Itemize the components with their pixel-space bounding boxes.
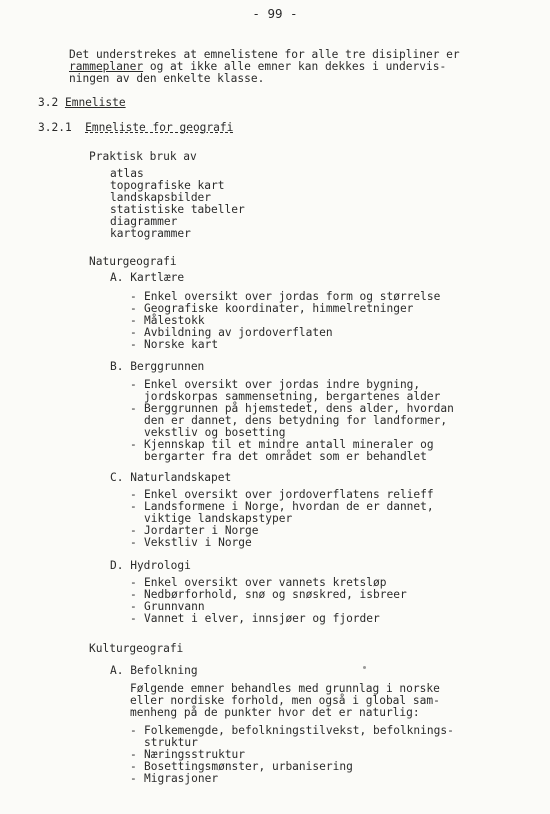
intro-line-text: og at ikke alle emner kan dekkes i undervis- bbox=[143, 60, 447, 73]
intro-line: ningen av den enkelte klasse. bbox=[69, 72, 265, 85]
subsection-title: B. Berggrunnen bbox=[110, 360, 205, 373]
befolkning-intro bbox=[130, 683, 440, 719]
list-item-text: Bosettingsmønster, urbanisering bbox=[144, 760, 353, 773]
bullet-dash: - bbox=[130, 600, 137, 613]
bullet-dash: - bbox=[130, 326, 137, 339]
list-item-text: Enkel oversikt over jordas indre bygning, bbox=[144, 378, 421, 391]
list-item-text: Folkemengde, befolkningstilvekst, befolknings- bbox=[144, 724, 454, 737]
praktisk-heading: Praktisk bruk av bbox=[89, 150, 197, 163]
list-item-line bbox=[130, 451, 454, 463]
naturlandskapet-list bbox=[130, 489, 434, 549]
list-item-text: Grunnvann bbox=[144, 600, 205, 613]
befolkning-list bbox=[130, 725, 454, 785]
list-item-line bbox=[130, 773, 454, 785]
list-item: kartogrammer bbox=[110, 227, 191, 240]
intro-line: Følgende emner behandles med grunnlag i norske bbox=[130, 682, 440, 695]
subsection-title: D. Hydrologi bbox=[110, 559, 191, 572]
list-item-text: Nedbørforhold, snø og snøskred, isbreer bbox=[144, 588, 407, 601]
bullet-dash: - bbox=[130, 290, 137, 303]
list-item-text: Vannet i elver, innsjøer og fjorder bbox=[144, 612, 380, 625]
list-item-text: bergarter fra det området som er behandlet bbox=[144, 450, 427, 463]
list-item: landskapsbilder bbox=[110, 191, 212, 204]
bullet-dash: - bbox=[130, 402, 137, 415]
bullet-dash: - bbox=[130, 724, 137, 737]
list-item-text: Enkel oversikt over jordas form og størrelse bbox=[144, 290, 441, 303]
kartlaere-list bbox=[130, 291, 440, 351]
bullet-dash: - bbox=[130, 500, 137, 513]
bullet-dash: - bbox=[130, 772, 137, 785]
section-number: 3.2.1 bbox=[38, 121, 72, 134]
bullet-dash: - bbox=[130, 378, 137, 391]
section-title: Emneliste for geografi bbox=[85, 121, 234, 134]
subsection-title: A. Kartlære bbox=[110, 271, 185, 284]
list-item-text: Vekstliv i Norge bbox=[144, 536, 252, 549]
list-item-text: Enkel oversikt over vannets kretsløp bbox=[144, 576, 387, 589]
bullet-dash: - bbox=[130, 760, 137, 773]
intro-line: eller nordiske forhold, men også i global sam- bbox=[130, 694, 440, 707]
list-item-text: Jordarter i Norge bbox=[144, 524, 259, 537]
list-item-line bbox=[130, 613, 407, 625]
bullet-dash bbox=[130, 415, 144, 427]
bullet-dash: - bbox=[130, 588, 137, 601]
naturgeografi-heading: Naturgeografi bbox=[89, 255, 177, 268]
hydrologi-list bbox=[130, 577, 407, 625]
list-item: topografiske kart bbox=[110, 179, 225, 192]
underlined-term: rammeplaner bbox=[69, 60, 144, 73]
intro-line: Det understrekes at emnelistene for alle tre disipliner er bbox=[69, 48, 460, 61]
bullet-dash: - bbox=[130, 438, 137, 451]
bullet-dash: - bbox=[130, 524, 137, 537]
list-item-text: Norske kart bbox=[144, 338, 219, 351]
section-heading-3-2 bbox=[38, 97, 126, 109]
bullet-dash: - bbox=[130, 338, 137, 351]
bullet-dash: - bbox=[130, 488, 137, 501]
intro-paragraph bbox=[69, 49, 529, 85]
list-item-text: jordskorpas sammensetning, bergartenes alder bbox=[144, 390, 441, 403]
list-item-text: Avbildning av jordoverflaten bbox=[144, 326, 333, 339]
list-item-text: Kjennskap til et mindre antall mineraler og bbox=[144, 438, 434, 451]
list-item-text: Enkel oversikt over jordoverflatens relieff bbox=[144, 488, 434, 501]
list-item: statistiske tabeller bbox=[110, 203, 245, 216]
page-number: - 99 - bbox=[252, 6, 298, 21]
list-item-line bbox=[130, 537, 434, 549]
ink-speck bbox=[363, 666, 366, 669]
list-item-text: Målestokk bbox=[144, 314, 205, 327]
praktisk-list bbox=[110, 168, 245, 240]
subsection-title: C. Naturlandskapet bbox=[110, 471, 232, 484]
bullet-dash bbox=[130, 451, 144, 463]
list-item-text: struktur bbox=[144, 736, 198, 749]
list-item: atlas bbox=[110, 167, 144, 180]
list-item-text: Berggrunnen på hjemstedet, dens alder, hvordan bbox=[144, 402, 454, 415]
bullet-dash: - bbox=[130, 314, 137, 327]
kulturgeografi-heading: Kulturgeografi bbox=[89, 642, 184, 655]
section-number: 3.2 bbox=[38, 96, 59, 109]
list-item-text: viktige landskapstyper bbox=[144, 512, 293, 525]
list-item: diagrammer bbox=[110, 215, 178, 228]
list-item-text: vekstliv og bosetting bbox=[144, 426, 286, 439]
section-heading-3-2-1 bbox=[38, 122, 233, 134]
bullet-dash: - bbox=[130, 748, 137, 761]
subsection-title: A. Befolkning bbox=[110, 664, 198, 677]
bullet-dash: - bbox=[130, 612, 137, 625]
list-item-text: Migrasjoner bbox=[144, 772, 219, 785]
list-item-text: Næringsstruktur bbox=[144, 748, 246, 761]
list-item-text: Geografiske koordinater, himmelretninger bbox=[144, 302, 414, 315]
bullet-dash: - bbox=[130, 576, 137, 589]
list-item-line bbox=[130, 339, 440, 351]
bullet-dash: - bbox=[130, 302, 137, 315]
bullet-dash: - bbox=[130, 536, 137, 549]
intro-line: menheng på de punkter hvor det er naturlig: bbox=[130, 706, 420, 719]
berggrunnen-list bbox=[130, 379, 454, 463]
list-item-text: Landsformene i Norge, hvordan de er dannet, bbox=[144, 500, 434, 513]
section-title: Emneliste bbox=[64, 96, 126, 109]
list-item-text: den er dannet, dens betydning for landformer, bbox=[144, 414, 448, 427]
